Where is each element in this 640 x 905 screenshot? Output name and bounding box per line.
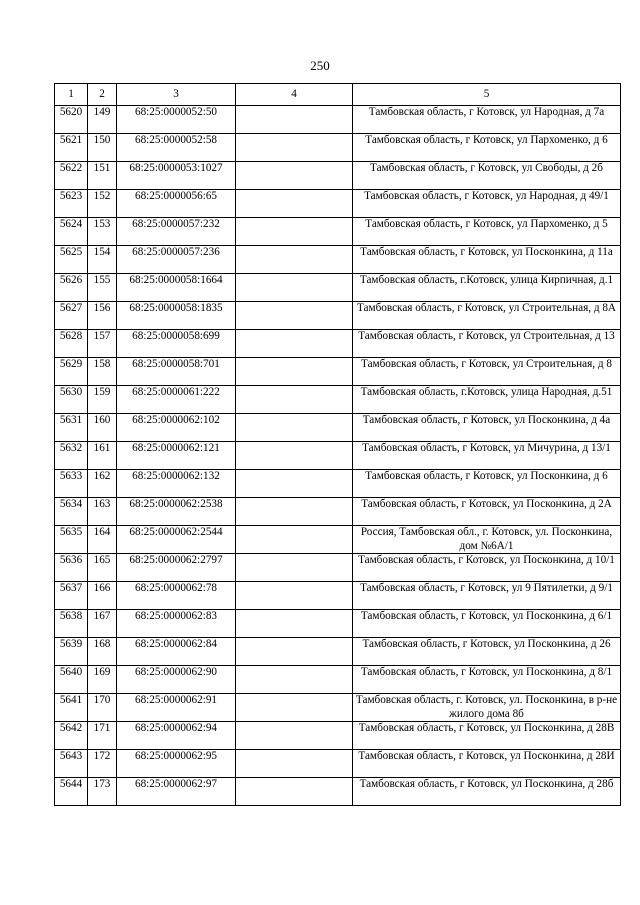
- row-number: 5637: [55, 582, 88, 610]
- table-row: [55, 386, 621, 414]
- address-cell: Тамбовская область, г Котовск, ул Пархоменко, д 5: [353, 218, 621, 246]
- column-4-cell: [236, 582, 353, 610]
- address-cell: Тамбовская область, г Котовск, ул Посконкина, д 2А: [353, 498, 621, 526]
- column-header: 3: [117, 84, 236, 106]
- table-row: [55, 778, 621, 806]
- row-index: 155: [88, 274, 117, 302]
- table-row: [55, 582, 621, 610]
- row-index: 170: [88, 694, 117, 722]
- row-number: 5630: [55, 386, 88, 414]
- column-4-cell: [236, 218, 353, 246]
- table-row: [55, 302, 621, 330]
- table-row: [55, 134, 621, 162]
- column-4-cell: [236, 330, 353, 358]
- address-cell: Тамбовская область, г Котовск, ул Посконкина, д 6/1: [353, 610, 621, 638]
- cadastral-number: 68:25:0000062:78: [117, 582, 236, 610]
- address-cell: Тамбовская область, г Котовск, ул Посконкина, д 10/1: [353, 554, 621, 582]
- cadastral-number: 68:25:0000058:1835: [117, 302, 236, 330]
- address-cell: Тамбовская область, г Котовск, ул Посконкина, д 26: [353, 638, 621, 666]
- row-index: 162: [88, 470, 117, 498]
- row-number: 5633: [55, 470, 88, 498]
- address-cell: Тамбовская область, г.Котовск, улица Народная, д.51: [353, 386, 621, 414]
- row-number: 5640: [55, 666, 88, 694]
- address-cell: Тамбовская область, г Котовск, ул Посконкина, д 28В: [353, 722, 621, 750]
- address-cell: Тамбовская область, г Котовск, ул Свободы, д 2б: [353, 162, 621, 190]
- address-cell: Тамбовская область, г Котовск, ул Посконкина, д 4а: [353, 414, 621, 442]
- row-number: 5623: [55, 190, 88, 218]
- column-4-cell: [236, 666, 353, 694]
- row-index: 150: [88, 134, 117, 162]
- address-cell: Тамбовская область, г Котовск, ул Строительная, д 8А: [353, 302, 621, 330]
- cadastral-number: 68:25:0000058:1664: [117, 274, 236, 302]
- column-4-cell: [236, 106, 353, 134]
- row-index: 158: [88, 358, 117, 386]
- row-number: 5634: [55, 498, 88, 526]
- cadastral-number: 68:25:0000062:121: [117, 442, 236, 470]
- table-row: [55, 358, 621, 386]
- cadastral-number: 68:25:0000061:222: [117, 386, 236, 414]
- table-row: [55, 442, 621, 470]
- cadastral-number: 68:25:0000057:236: [117, 246, 236, 274]
- table-row: [55, 190, 621, 218]
- row-index: 161: [88, 442, 117, 470]
- column-4-cell: [236, 778, 353, 806]
- row-number: 5642: [55, 722, 88, 750]
- row-number: 5625: [55, 246, 88, 274]
- row-index: 163: [88, 498, 117, 526]
- cadastral-number: 68:25:0000052:50: [117, 106, 236, 134]
- row-number: 5621: [55, 134, 88, 162]
- table-row: [55, 666, 621, 694]
- row-index: 156: [88, 302, 117, 330]
- row-index: 173: [88, 778, 117, 806]
- cadastral-number: 68:25:0000062:90: [117, 666, 236, 694]
- registry-table: [54, 83, 621, 806]
- cadastral-number: 68:25:0000062:102: [117, 414, 236, 442]
- row-index: 153: [88, 218, 117, 246]
- table-row: [55, 162, 621, 190]
- column-4-cell: [236, 162, 353, 190]
- column-4-cell: [236, 638, 353, 666]
- column-4-cell: [236, 722, 353, 750]
- row-number: 5626: [55, 274, 88, 302]
- row-index: 159: [88, 386, 117, 414]
- column-4-cell: [236, 554, 353, 582]
- column-4-cell: [236, 134, 353, 162]
- cadastral-number: 68:25:0000062:95: [117, 750, 236, 778]
- column-4-cell: [236, 302, 353, 330]
- row-number: 5627: [55, 302, 88, 330]
- cadastral-number: 68:25:0000062:97: [117, 778, 236, 806]
- row-index: 169: [88, 666, 117, 694]
- address-cell: Тамбовская область, г Котовск, ул Посконкина, д 6: [353, 470, 621, 498]
- row-index: 160: [88, 414, 117, 442]
- row-index: 171: [88, 722, 117, 750]
- row-index: 164: [88, 526, 117, 554]
- row-number: 5632: [55, 442, 88, 470]
- column-4-cell: [236, 470, 353, 498]
- cadastral-number: 68:25:0000062:2538: [117, 498, 236, 526]
- row-index: 151: [88, 162, 117, 190]
- address-cell: Тамбовская область, г Котовск, ул Строительная, д 8: [353, 358, 621, 386]
- row-index: 157: [88, 330, 117, 358]
- address-cell: Тамбовская область, г. Котовск, ул. Посконкина, в р-не жилого дома 8б: [353, 694, 621, 722]
- address-cell: Тамбовская область, г Котовск, ул Народная, д 49/1: [353, 190, 621, 218]
- row-index: 168: [88, 638, 117, 666]
- cadastral-number: 68:25:0000062:2544: [117, 526, 236, 554]
- address-cell: Тамбовская область, г Котовск, ул Пархоменко, д 6: [353, 134, 621, 162]
- cadastral-number: 68:25:0000056:65: [117, 190, 236, 218]
- table-row: [55, 218, 621, 246]
- table-row: [55, 470, 621, 498]
- column-4-cell: [236, 750, 353, 778]
- table-row: [55, 638, 621, 666]
- table-row: [55, 694, 621, 722]
- row-number: 5628: [55, 330, 88, 358]
- cadastral-number: 68:25:0000058:699: [117, 330, 236, 358]
- cadastral-number: 68:25:0000062:83: [117, 610, 236, 638]
- cadastral-number: 68:25:0000062:2797: [117, 554, 236, 582]
- table-row: [55, 750, 621, 778]
- table-row: [55, 414, 621, 442]
- row-number: 5631: [55, 414, 88, 442]
- column-4-cell: [236, 442, 353, 470]
- row-index: 149: [88, 106, 117, 134]
- column-4-cell: [236, 274, 353, 302]
- column-4-cell: [236, 526, 353, 554]
- column-header: 5: [353, 84, 621, 106]
- cadastral-number: 68:25:0000062:132: [117, 470, 236, 498]
- address-cell: Тамбовская область, г Котовск, ул 9 Пятилетки, д 9/1: [353, 582, 621, 610]
- row-number: 5639: [55, 638, 88, 666]
- table-row: [55, 554, 621, 582]
- row-number: 5622: [55, 162, 88, 190]
- row-index: 172: [88, 750, 117, 778]
- row-index: 167: [88, 610, 117, 638]
- column-4-cell: [236, 190, 353, 218]
- address-cell: Тамбовская область, г Котовск, ул Посконкина, д 8/1: [353, 666, 621, 694]
- column-4-cell: [236, 694, 353, 722]
- row-number: 5620: [55, 106, 88, 134]
- column-4-cell: [236, 246, 353, 274]
- column-4-cell: [236, 414, 353, 442]
- table-row: [55, 246, 621, 274]
- address-cell: Тамбовская область, г Котовск, ул Посконкина, д 28б: [353, 778, 621, 806]
- column-4-cell: [236, 610, 353, 638]
- row-number: 5624: [55, 218, 88, 246]
- row-index: 152: [88, 190, 117, 218]
- address-cell: Россия, Тамбовская обл., г. Котовск, ул. Посконкина, дом №6А/1: [353, 526, 621, 554]
- row-number: 5644: [55, 778, 88, 806]
- address-cell: Тамбовская область, г Котовск, ул Народная, д 7а: [353, 106, 621, 134]
- cadastral-number: 68:25:0000062:84: [117, 638, 236, 666]
- table-row: [55, 274, 621, 302]
- address-cell: Тамбовская область, г.Котовск, улица Кирпичная, д.1: [353, 274, 621, 302]
- row-number: 5641: [55, 694, 88, 722]
- cadastral-number: 68:25:0000062:94: [117, 722, 236, 750]
- row-index: 166: [88, 582, 117, 610]
- row-index: 165: [88, 554, 117, 582]
- column-4-cell: [236, 358, 353, 386]
- address-cell: Тамбовская область, г Котовск, ул Посконкина, д 28И: [353, 750, 621, 778]
- cadastral-number: 68:25:0000057:232: [117, 218, 236, 246]
- row-number: 5629: [55, 358, 88, 386]
- row-number: 5636: [55, 554, 88, 582]
- table-row: [55, 498, 621, 526]
- cadastral-number: 68:25:0000058:701: [117, 358, 236, 386]
- cadastral-number: 68:25:0000053:1027: [117, 162, 236, 190]
- page-number: 250: [310, 58, 330, 73]
- table-row: [55, 526, 621, 554]
- row-number: 5638: [55, 610, 88, 638]
- row-number: 5635: [55, 526, 88, 554]
- header-row: [55, 84, 621, 106]
- cadastral-number: 68:25:0000062:91: [117, 694, 236, 722]
- table-row: [55, 106, 621, 134]
- table-row: [55, 610, 621, 638]
- row-number: 5643: [55, 750, 88, 778]
- column-4-cell: [236, 498, 353, 526]
- cadastral-number: 68:25:0000052:58: [117, 134, 236, 162]
- column-header: 1: [55, 84, 88, 106]
- column-4-cell: [236, 386, 353, 414]
- table-row: [55, 330, 621, 358]
- address-cell: Тамбовская область, г Котовск, ул Мичурина, д 13/1: [353, 442, 621, 470]
- table-row: [55, 722, 621, 750]
- column-header: 2: [88, 84, 117, 106]
- row-index: 154: [88, 246, 117, 274]
- column-header: 4: [236, 84, 353, 106]
- address-cell: Тамбовская область, г Котовск, ул Посконкина, д 11а: [353, 246, 621, 274]
- address-cell: Тамбовская область, г Котовск, ул Строительная, д 13: [353, 330, 621, 358]
